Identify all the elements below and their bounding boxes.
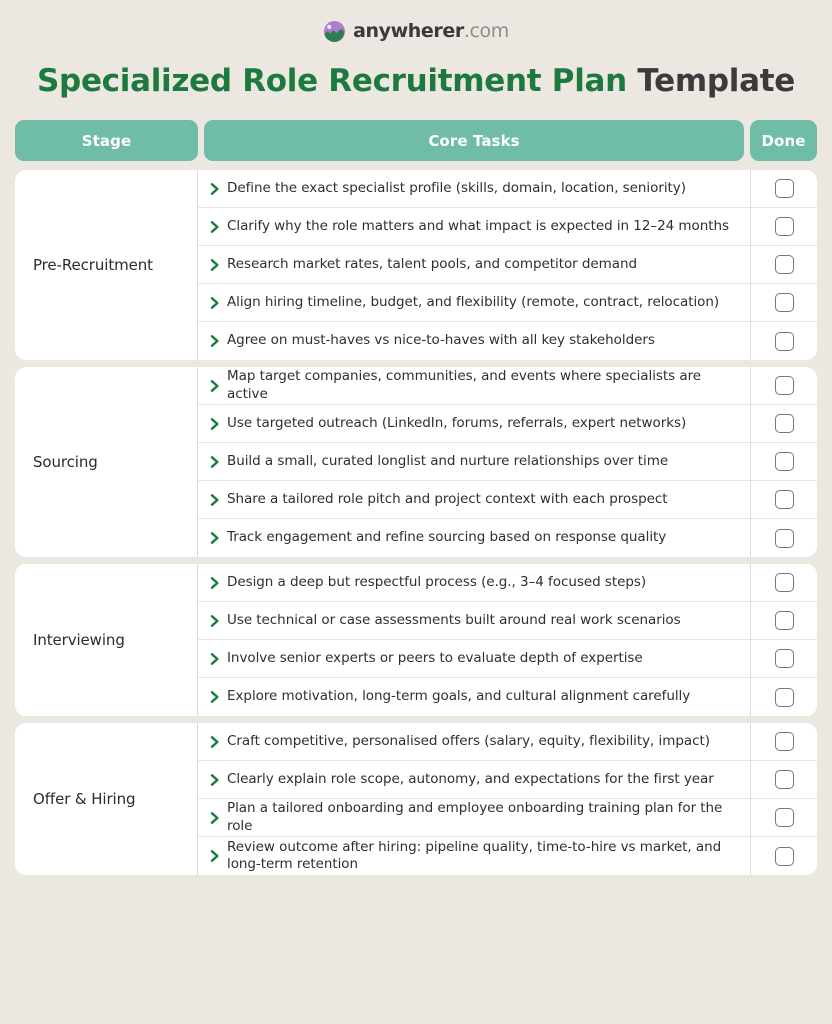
chevron-right-icon [209,417,221,431]
chevron-right-icon [209,258,221,272]
task-list [198,564,750,716]
checkbox-empty-icon[interactable] [775,808,794,827]
checkbox-empty-icon[interactable] [775,529,794,548]
chevron-right-icon [209,576,221,590]
checkbox-cell [751,170,817,208]
column-header-core-tasks: Core Tasks [204,120,744,161]
globe-logo-icon [323,20,346,43]
checkbox-empty-icon[interactable] [775,490,794,509]
task-text: Share a tailored role pitch and project context with each prospect [227,490,668,507]
checkbox-empty-icon[interactable] [775,611,794,630]
chevron-right-icon [209,296,221,310]
brand-wordmark [353,19,509,42]
checkbox-column [750,723,817,875]
task-text: Research market rates, talent pools, and competitor demand [227,255,638,272]
checkbox-cell [751,284,817,322]
checkbox-cell [751,246,817,284]
task-row [198,367,750,405]
stage-name: Interviewing [33,631,125,649]
task-text: Clarify why the role matters and what impact is expected in 12–24 months [227,217,729,234]
task-list [198,170,750,360]
checkbox-cell [751,405,817,443]
checkbox-empty-icon[interactable] [775,770,794,789]
brand-tld: .com [463,19,509,42]
checkbox-cell [751,443,817,481]
task-text: Use technical or case assessments built around real work scenarios [227,611,681,628]
task-row [198,519,750,557]
checkbox-column [750,564,817,716]
task-row [198,170,750,208]
task-text: Review outcome after hiring: pipeline quality, time-to-hire vs market, and long-term retention [227,838,722,872]
chevron-right-icon [209,690,221,704]
task-text: Use targeted outreach (LinkedIn, forums, referrals, expert networks) [227,414,687,431]
task-row [198,246,750,284]
checkbox-empty-icon[interactable] [775,414,794,433]
checkbox-cell [751,640,817,678]
checkbox-cell [751,481,817,519]
checkbox-empty-icon[interactable] [775,732,794,751]
chevron-right-icon [209,614,221,628]
checkbox-cell [751,564,817,602]
chevron-right-icon [209,182,221,196]
chevron-right-icon [209,773,221,787]
checkbox-cell [751,678,817,716]
checkbox-empty-icon[interactable] [775,255,794,274]
checkbox-cell [751,723,817,761]
chevron-right-icon [209,652,221,666]
task-text: Explore motivation, long-term goals, and cultural alignment carefully [227,688,691,705]
task-text: Build a small, curated longlist and nurture relationships over time [227,452,669,469]
task-text: Involve senior experts or peers to evaluate depth of expertise [227,649,643,666]
chevron-right-icon [209,379,221,393]
stage-name: Sourcing [33,453,98,471]
chevron-right-icon [209,455,221,469]
checkbox-empty-icon[interactable] [775,573,794,592]
checkbox-empty-icon[interactable] [775,332,794,351]
task-row [198,443,750,481]
task-list [198,723,750,875]
stage-card [15,723,817,875]
checkbox-column [750,170,817,360]
task-text: Agree on must-haves vs nice-to-haves with all key stakeholders [227,332,655,349]
page-title [15,63,817,99]
task-text: Clearly explain role scope, autonomy, and expectations for the first year [227,770,714,787]
column-header-done: Done [750,120,817,161]
stage-card-list [15,170,817,875]
task-row [198,799,750,837]
task-text: Align hiring timeline, budget, and flexibility (remote, contract, relocation) [227,293,720,310]
task-row [198,208,750,246]
task-row [198,761,750,799]
chevron-right-icon [209,811,221,825]
checkbox-empty-icon[interactable] [775,649,794,668]
checkbox-empty-icon[interactable] [775,293,794,312]
checkbox-cell [751,602,817,640]
checkbox-empty-icon[interactable] [775,179,794,198]
column-header-stage: Stage [15,120,198,161]
task-row [198,405,750,443]
checkbox-empty-icon[interactable] [775,847,794,866]
checkbox-cell [751,519,817,557]
checkbox-empty-icon[interactable] [775,217,794,236]
stage-card [15,367,817,557]
task-row [198,564,750,602]
stage-name-cell [15,367,198,557]
checkbox-cell [751,799,817,837]
chevron-right-icon [209,334,221,348]
checkbox-empty-icon[interactable] [775,688,794,707]
task-row [198,322,750,360]
page-title-rest: Template [626,63,795,99]
task-text: Plan a tailored onboarding and employee onboarding training plan for the role [227,800,723,834]
task-text: Track engagement and refine sourcing based on response quality [227,529,667,546]
stage-name: Offer & Hiring [33,790,136,808]
checkbox-cell [751,367,817,405]
task-row [198,837,750,875]
checkbox-cell [751,208,817,246]
chevron-right-icon [209,531,221,545]
task-text: Design a deep but respectful process (e.g., 3–4 focused steps) [227,573,647,590]
stage-name-cell [15,564,198,716]
stage-card [15,564,817,716]
checkbox-cell [751,322,817,360]
chevron-right-icon [209,735,221,749]
stage-name-cell [15,170,198,360]
stage-name-cell [15,723,198,875]
checkbox-column [750,367,817,557]
stage-card [15,170,817,360]
stage-name: Pre-Recruitment [33,256,153,274]
chevron-right-icon [209,220,221,234]
task-row [198,640,750,678]
brand-name: anywherer [353,19,464,42]
checkbox-cell [751,761,817,799]
checkbox-empty-icon[interactable] [775,376,794,395]
checkbox-cell [751,837,817,875]
task-row [198,284,750,322]
task-row [198,602,750,640]
task-list [198,367,750,557]
chevron-right-icon [209,849,221,863]
table-header-row [15,120,817,161]
task-row [198,481,750,519]
task-text: Define the exact specialist profile (skills, domain, location, seniority) [227,179,686,196]
brand-header [15,18,817,44]
task-row [198,723,750,761]
task-row [198,678,750,716]
task-text: Craft competitive, personalised offers (salary, equity, flexibility, impact) [227,732,710,749]
task-text: Map target companies, communities, and events where specialists are active [227,368,702,402]
chevron-right-icon [209,493,221,507]
checkbox-empty-icon[interactable] [775,452,794,471]
page-title-highlight: Specialized Role Recruitment Plan [37,63,627,99]
